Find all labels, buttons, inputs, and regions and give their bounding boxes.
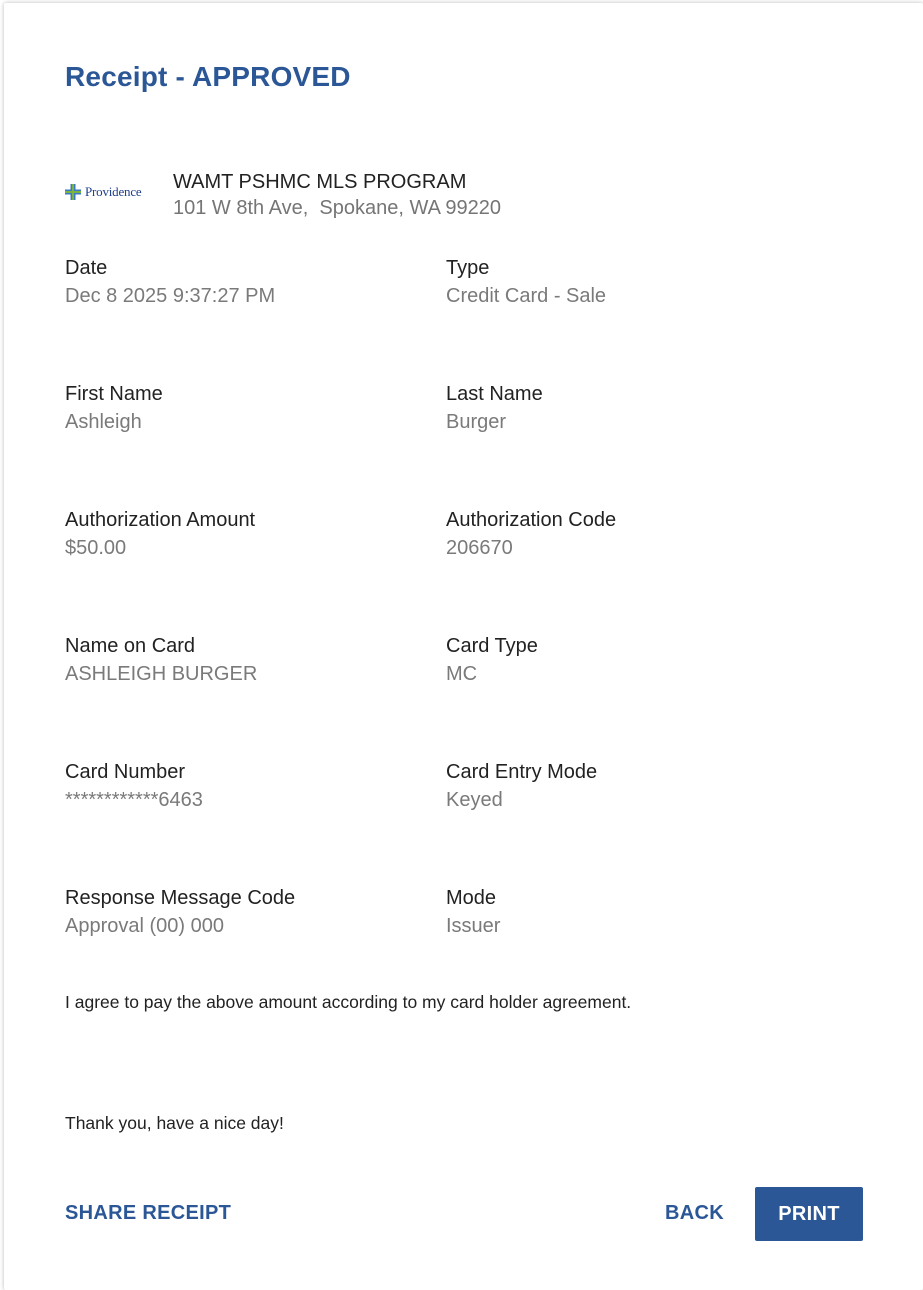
print-button[interactable]: PRINT — [755, 1187, 863, 1241]
field-value: Ashleigh — [65, 411, 142, 433]
field-value: Burger — [446, 411, 507, 433]
field-label: Card Number — [65, 761, 186, 783]
field-label: Authorization Amount — [65, 509, 256, 531]
field-value: MC — [446, 663, 478, 685]
field-label: Card Entry Mode — [446, 761, 598, 783]
field-card-type — [446, 634, 806, 686]
thank-you-text: Thank you, have a nice day! — [65, 1113, 284, 1133]
field-label: Date — [65, 257, 108, 279]
field-authorization-amount — [65, 508, 425, 560]
merchant-header — [65, 169, 865, 229]
merchant-logo — [65, 181, 151, 203]
field-name-on-card — [65, 634, 425, 686]
field-value: $50.00 — [65, 537, 127, 559]
field-value: Issuer — [446, 915, 501, 937]
merchant-address: 101 W 8th Ave, Spokane, WA 99220 — [173, 197, 501, 219]
field-value: Approval (00) 000 — [65, 915, 224, 937]
field-label: Last Name — [446, 383, 543, 405]
field-label: Mode — [446, 887, 497, 909]
field-label: Response Message Code — [65, 887, 296, 909]
share-receipt-button[interactable]: SHARE RECEIPT — [65, 1202, 232, 1224]
field-date — [65, 256, 425, 308]
page-title: Receipt - APPROVED — [65, 61, 351, 92]
field-value: ************6463 — [65, 789, 203, 811]
field-value: Credit Card - Sale — [446, 285, 607, 307]
merchant-name: WAMT PSHMC MLS PROGRAM — [173, 171, 467, 193]
field-label: Name on Card — [65, 635, 196, 657]
field-card-number — [65, 760, 425, 812]
field-authorization-code — [446, 508, 806, 560]
field-value: 206670 — [446, 537, 513, 559]
field-last-name — [446, 382, 806, 434]
field-response-message-code — [65, 886, 425, 938]
field-value: ASHLEIGH BURGER — [65, 663, 258, 685]
field-type — [446, 256, 806, 308]
field-label: Type — [446, 257, 490, 279]
cardholder-agreement-text: I agree to pay the above amount according to my card holder agreement. — [65, 992, 632, 1012]
field-label: Card Type — [446, 635, 538, 657]
field-label: Authorization Code — [446, 509, 617, 531]
field-value: Dec 8 2025 9:37:27 PM — [65, 285, 276, 307]
providence-cross-icon — [65, 184, 81, 200]
field-value: Keyed — [446, 789, 503, 811]
logo-wordmark: Providence — [85, 184, 142, 199]
back-button[interactable]: BACK — [665, 1202, 724, 1224]
field-mode — [446, 886, 806, 938]
field-card-entry-mode — [446, 760, 806, 812]
receipt-card — [4, 3, 923, 1290]
field-label: First Name — [65, 383, 163, 405]
field-first-name — [65, 382, 425, 434]
